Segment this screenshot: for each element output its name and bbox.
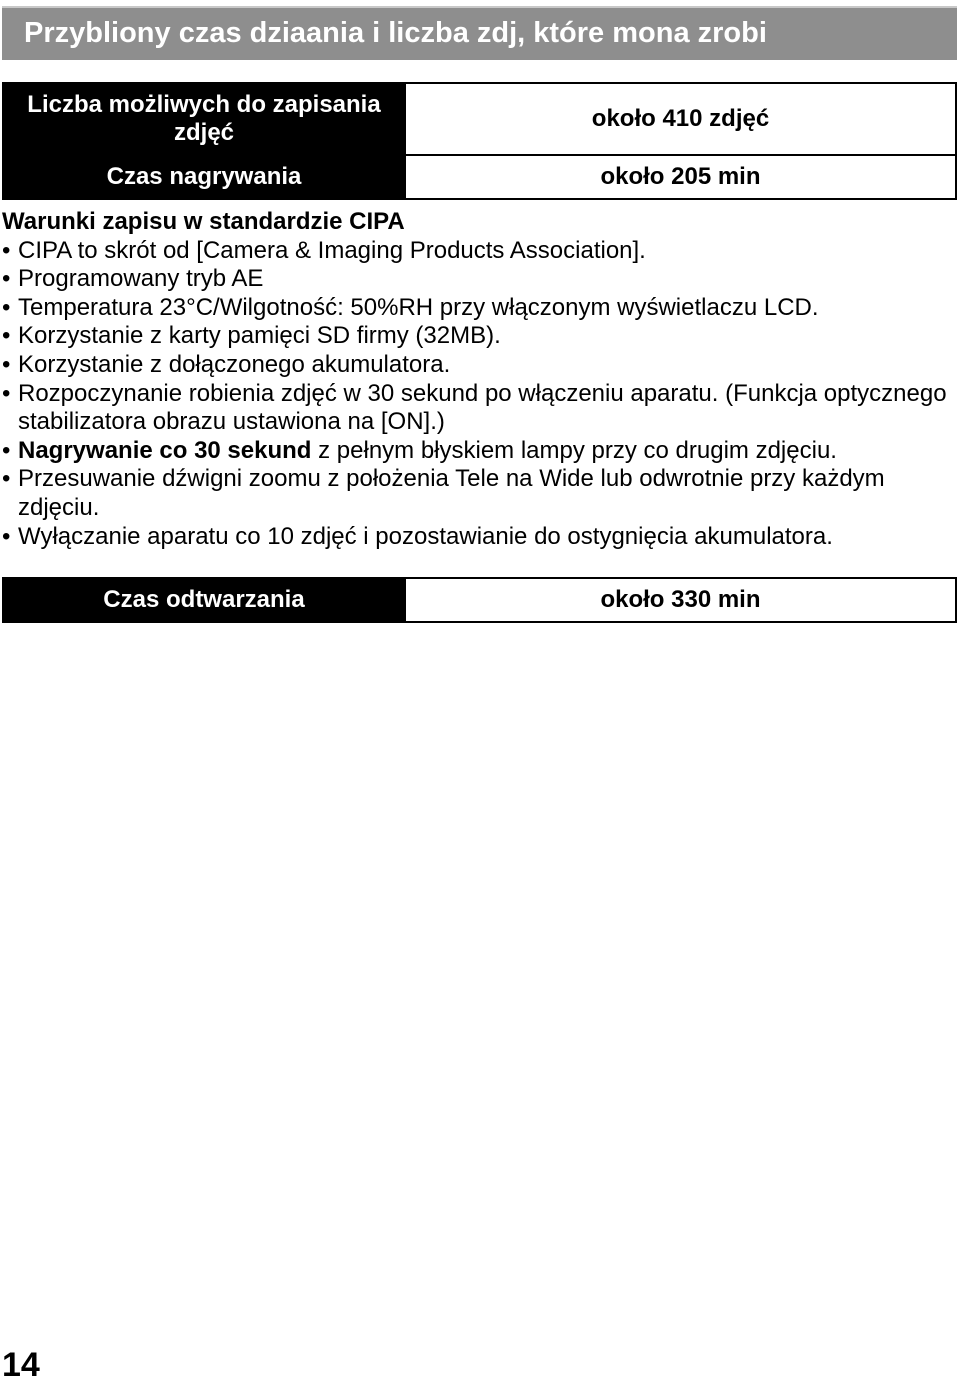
list-item [2, 380, 952, 437]
list-item [2, 265, 952, 294]
list-item-emphasis: Nagrywanie co 30 sekund [18, 436, 312, 464]
list-item [2, 437, 952, 466]
list-item-text: Temperatura 23°C/Wilgotność: 50%RH przy włączonym wyświetlaczu LCD. [18, 293, 819, 321]
list-item-text: Korzystanie z karty pamięci SD firmy (32MB). [18, 322, 501, 350]
bullet-icon: • [2, 522, 11, 550]
table-row [3, 578, 956, 622]
photos-count-label: Liczba możliwych do zapisania zdjęć [3, 83, 405, 155]
list-item-text: Przesuwanie dźwigni zoomu z położenia Tele na Wide lub odwrotnie przy każdym zdjęciu. [18, 465, 885, 521]
bullet-icon: • [2, 379, 11, 407]
page-number: 14 [2, 1346, 40, 1384]
recording-spec-table [2, 82, 957, 200]
list-item [2, 523, 952, 552]
bullet-icon: • [2, 293, 11, 321]
playback-time-label: Czas odtwarzania [3, 578, 405, 622]
table-row [3, 155, 956, 199]
bullet-icon: • [2, 465, 11, 493]
conditions-list [2, 237, 952, 552]
bullet-icon: • [2, 265, 11, 293]
list-item [2, 237, 952, 266]
list-item-text: Korzystanie z dołączonego akumulatora. [18, 350, 451, 378]
conditions-title: Warunki zapisu w standardzie CIPA [2, 208, 405, 235]
playback-spec-table [2, 577, 957, 623]
list-item-text: z pełnym błyskiem lampy przy co drugim zdjęciu. [311, 436, 837, 464]
section-header-bar [2, 6, 957, 60]
list-item-text: Wyłączanie aparatu co 10 zdjęć i pozostawianie do ostygnięcia akumulatora. [18, 522, 833, 550]
recording-time-value: około 205 min [405, 155, 956, 199]
list-item [2, 351, 952, 380]
list-item [2, 465, 952, 522]
bullet-icon: • [2, 236, 11, 264]
bullet-icon: • [2, 322, 11, 350]
playback-time-value: około 330 min [405, 578, 956, 622]
table-row [3, 83, 956, 155]
cipa-conditions [2, 208, 952, 551]
list-item [2, 294, 952, 323]
bullet-icon: • [2, 350, 11, 378]
list-item-text: Programowany tryb AE [18, 265, 264, 293]
list-item-text: CIPA to skrót od [Camera & Imaging Products Association]. [18, 236, 646, 264]
section-title: Przybliony czas dziaania i liczba zdj, które mona zrobi [24, 17, 767, 49]
list-item [2, 322, 952, 351]
recording-time-label: Czas nagrywania [3, 155, 405, 199]
list-item-text: Rozpoczynanie robienia zdjęć w 30 sekund po włączeniu aparatu. (Funkcja optycznego stabilizatora obrazu ustawiona na [ON].) [18, 379, 947, 436]
photos-count-value: około 410 zdjęć [405, 83, 956, 155]
bullet-icon: • [2, 436, 11, 464]
